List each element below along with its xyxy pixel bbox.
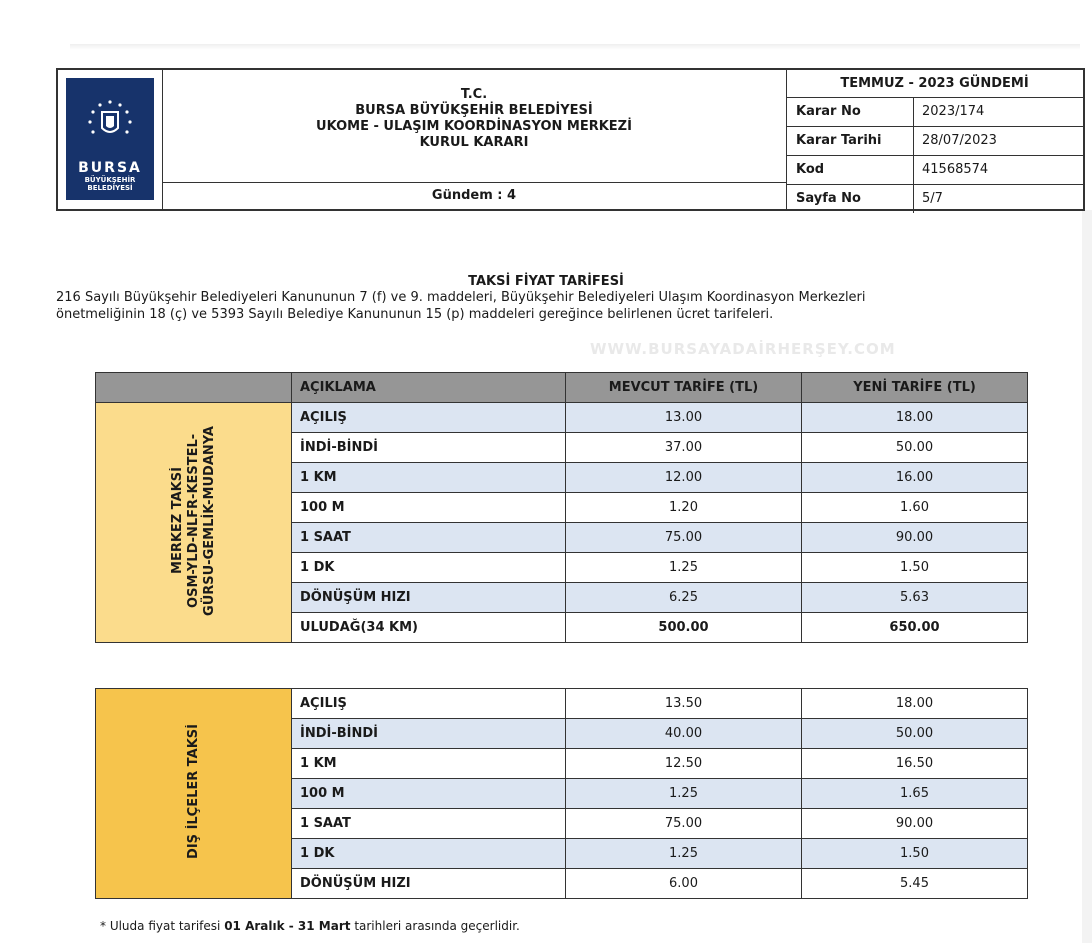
intro-paragraph	[56, 289, 1092, 323]
row-description: DÖNÜŞÜM HIZI	[292, 583, 566, 613]
meta-row	[786, 127, 1083, 156]
row-new: 50.00	[802, 719, 1028, 749]
footnote-post: tarihleri arasında geçerlidir.	[350, 919, 520, 933]
row-current: 37.00	[566, 433, 802, 463]
footnote-pre: * Uluda fiyat tarifesi	[100, 919, 225, 933]
row-current: 13.00	[566, 403, 802, 433]
logo-cell	[58, 70, 163, 209]
row-new: 1.65	[802, 779, 1028, 809]
row-current: 40.00	[566, 719, 802, 749]
row-new: 5.63	[802, 583, 1028, 613]
meta-value: 2023/174	[922, 104, 985, 119]
row-description: 100 M	[292, 493, 566, 523]
row-description: 100 M	[292, 779, 566, 809]
meta-row	[786, 185, 1083, 213]
row-new: 50.00	[802, 433, 1028, 463]
row-description: 1 DK	[292, 839, 566, 869]
row-new: 1.50	[802, 839, 1028, 869]
row-current: 1.25	[566, 553, 802, 583]
side-line: OSM-YLD-NLFR-KESTEL-	[185, 433, 201, 608]
table-row	[96, 689, 1028, 719]
bursa-logo	[66, 78, 154, 200]
row-current: 75.00	[566, 809, 802, 839]
meta-value: 41568574	[922, 162, 989, 177]
row-description: DÖNÜŞÜM HIZI	[292, 869, 566, 899]
meta-row	[786, 156, 1083, 185]
meta-key: Karar Tarihi	[786, 127, 914, 155]
meta-value: 5/7	[922, 191, 943, 206]
document-title: TAKSİ FİYAT TARİFESİ	[468, 274, 624, 289]
title-line-2: BURSA BÜYÜKŞEHİR BELEDİYESİ	[355, 103, 593, 118]
header-corner	[96, 373, 292, 403]
row-new: 18.00	[802, 689, 1028, 719]
title-line-4: KURUL KARARI	[419, 135, 529, 150]
row-description: ULUDAĞ(34 KM)	[292, 613, 566, 643]
row-description: AÇILIŞ	[292, 403, 566, 433]
logo-sub-line-1: BÜYÜKŞEHİR	[84, 176, 136, 184]
row-description: İNDİ-BİNDİ	[292, 719, 566, 749]
row-current: 1.25	[566, 839, 802, 869]
row-new: 1.60	[802, 493, 1028, 523]
dis-ilceler-tariff-table	[95, 688, 1028, 899]
row-current: 6.25	[566, 583, 802, 613]
row-new: 16.00	[802, 463, 1028, 493]
gundem-label: Gündem : 4	[162, 182, 787, 209]
row-new: 650.00	[802, 613, 1028, 643]
row-description: 1 KM	[292, 463, 566, 493]
intro-line: önetmeliğinin 18 (ç) ve 5393 Sayılı Belediye Kanununun 15 (p) maddeleri gereğince belirlenen ücret tarifeleri.	[56, 307, 774, 322]
row-current: 12.50	[566, 749, 802, 779]
row-new: 1.50	[802, 553, 1028, 583]
row-current: 13.50	[566, 689, 802, 719]
title-line-3: UKOME - ULAŞIM KOORDİNASYON MERKEZİ	[316, 119, 632, 134]
row-description: 1 DK	[292, 553, 566, 583]
logo-sub-line-2: BELEDİYESİ	[87, 184, 133, 192]
row-current: 1.20	[566, 493, 802, 523]
intro-line: 216 Sayılı Büyükşehir Belediyeleri Kanununun 7 (f) ve 9. maddeleri, Büyükşehir Belediyeleri Ulaşım Koordinasyon Merkezleri	[56, 290, 866, 305]
merkez-tariff-table	[95, 372, 1028, 643]
row-description: 1 SAAT	[292, 809, 566, 839]
row-current: 12.00	[566, 463, 802, 493]
header-current: MEVCUT TARİFE (TL)	[566, 373, 802, 403]
meta-row	[786, 98, 1083, 127]
row-current: 6.00	[566, 869, 802, 899]
header-description: AÇIKLAMA	[292, 373, 566, 403]
row-current: 1.25	[566, 779, 802, 809]
row-description: 1 SAAT	[292, 523, 566, 553]
footnote-dates: 01 Aralık - 31 Mart	[224, 919, 351, 933]
row-current: 500.00	[566, 613, 802, 643]
row-new: 5.45	[802, 869, 1028, 899]
row-description: 1 KM	[292, 749, 566, 779]
meta-title: TEMMUZ - 2023 GÜNDEMİ	[786, 70, 1083, 98]
dis-vertical-text: DIŞ İLÇELER TAKSİ	[185, 724, 201, 859]
row-description: İNDİ-BİNDİ	[292, 433, 566, 463]
document-header	[56, 68, 1085, 211]
meta-key: Karar No	[786, 98, 914, 126]
title-line-1: T.C.	[460, 87, 488, 102]
decision-meta	[786, 70, 1083, 213]
watermark: WWW.BURSAYADAİRHERŞEY.COM	[590, 340, 896, 358]
merkez-vertical-text	[170, 426, 218, 616]
page-top-shade	[70, 44, 1080, 50]
table-header-row	[96, 373, 1028, 403]
header-new: YENİ TARİFE (TL)	[802, 373, 1028, 403]
meta-key: Sayfa No	[786, 185, 914, 213]
logo-subtitle	[85, 176, 136, 192]
logo-name: BURSA	[78, 160, 142, 176]
emblem-icon	[86, 98, 134, 146]
merkez-side-label	[96, 403, 292, 643]
row-new: 90.00	[802, 809, 1028, 839]
side-line: MERKEZ TAKSİ	[169, 467, 185, 574]
row-new: 16.50	[802, 749, 1028, 779]
row-description: AÇILIŞ	[292, 689, 566, 719]
row-current: 75.00	[566, 523, 802, 553]
meta-value: 28/07/2023	[922, 133, 997, 148]
dis-side-label	[96, 689, 292, 899]
footnote	[100, 919, 520, 933]
side-line: GÜRSU-GEMLİK-MUDANYA	[201, 425, 217, 616]
row-new: 18.00	[802, 403, 1028, 433]
meta-key: Kod	[786, 156, 914, 184]
row-new: 90.00	[802, 523, 1028, 553]
header-title	[162, 70, 787, 183]
table-row	[96, 403, 1028, 433]
